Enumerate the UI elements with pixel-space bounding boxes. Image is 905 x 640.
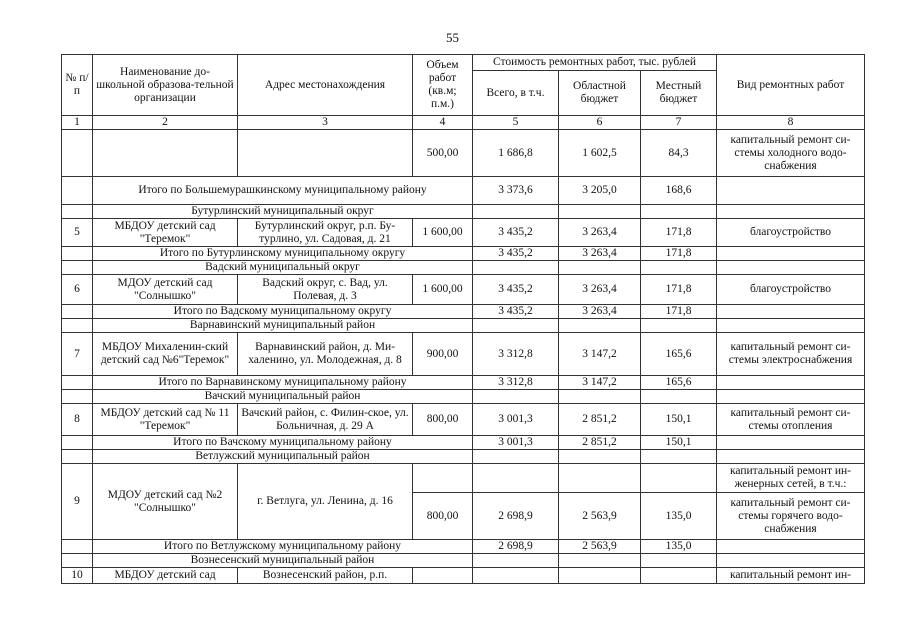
header-name: Наименование до-школьной образова-тельной организации	[93, 55, 238, 116]
district-label: Вачский муниципальный район	[93, 390, 473, 404]
cell-empty	[93, 130, 238, 177]
table-row	[62, 219, 865, 247]
cell-empty	[641, 450, 717, 464]
cell-num: 9	[62, 464, 93, 540]
header-cost-group: Стоимость ремонтных работ, тыс. рублей	[473, 55, 717, 71]
district-label: Варнавинский муниципальный район	[93, 319, 473, 333]
cell-regional: 2 851,2	[559, 404, 641, 436]
cell-regional: 1 602,5	[559, 130, 641, 177]
cell-name: МДОУ детский сад "Солнышко"	[93, 275, 238, 305]
cell-empty	[62, 177, 93, 205]
district-row	[62, 554, 865, 568]
cell-total: 3 001,3	[473, 404, 559, 436]
cell-empty	[641, 319, 717, 333]
cell-total: 3 312,8	[473, 376, 559, 390]
cell-num: 10	[62, 568, 93, 584]
cell-empty	[473, 390, 559, 404]
cell-address: Вознесенский район, р.п.	[238, 568, 413, 584]
subtotal-row	[62, 376, 865, 390]
cell-local: 84,3	[641, 130, 717, 177]
cell-empty	[559, 261, 641, 275]
cell-empty	[62, 205, 93, 219]
cell-total: 3 001,3	[473, 436, 559, 450]
cell-empty	[559, 450, 641, 464]
cell-regional: 2 563,9	[559, 493, 641, 540]
cell-empty	[717, 436, 865, 450]
cell-empty	[62, 319, 93, 333]
cell-address: Варнавинский район, д. Ми-халенино, ул. Молодежная, д. 8	[238, 333, 413, 376]
cell-total: 1 686,8	[473, 130, 559, 177]
cell-empty	[473, 554, 559, 568]
cell-address: Бутурлинский округ, р.п. Бу-турлино, ул. Садовая, д. 21	[238, 219, 413, 247]
col-number: 4	[413, 116, 473, 130]
cell-empty	[62, 376, 93, 390]
cell-regional: 3 205,0	[559, 177, 641, 205]
subtotal-label: Итого по Большемурашкинскому муниципальному району	[93, 177, 473, 205]
table-row	[62, 275, 865, 305]
cell-work-type: капитальный ремонт си-стемы отопления	[717, 404, 865, 436]
cell-empty	[413, 464, 473, 493]
cell-num: 7	[62, 333, 93, 376]
cell-empty	[717, 177, 865, 205]
cell-name: МБДОУ детский сад	[93, 568, 238, 584]
column-numbers-row	[62, 116, 865, 130]
subtotal-label: Итого по Варнавинскому муниципальному району	[93, 376, 473, 390]
cell-volume: 1 600,00	[413, 219, 473, 247]
cell-regional: 2 851,2	[559, 436, 641, 450]
subtotal-row	[62, 177, 865, 205]
cell-total: 3 435,2	[473, 219, 559, 247]
col-number: 2	[93, 116, 238, 130]
cell-address: Вачский район, с. Филин-ское, ул. Больничная, д. 29 А	[238, 404, 413, 436]
cell-empty	[559, 205, 641, 219]
cell-empty	[413, 568, 473, 584]
col-number: 3	[238, 116, 413, 130]
header-regional: Областной бюджет	[559, 71, 641, 116]
header-local: Местный бюджет	[641, 71, 717, 116]
subtotal-label: Итого по Вачскому муниципальному району	[93, 436, 473, 450]
cell-num: 8	[62, 404, 93, 436]
district-label: Бутурлинский муниципальный округ	[93, 205, 473, 219]
table-row	[62, 404, 865, 436]
cell-total: 3 435,2	[473, 247, 559, 261]
district-row	[62, 205, 865, 219]
cell-empty	[559, 554, 641, 568]
cell-regional: 2 563,9	[559, 540, 641, 554]
cell-local: 171,8	[641, 219, 717, 247]
district-row	[62, 261, 865, 275]
cell-work-type: капитальный ремонт ин-женерных сетей, в т.ч.:	[717, 464, 865, 493]
cell-empty	[717, 305, 865, 319]
cell-regional: 3 263,4	[559, 219, 641, 247]
cell-work-type: благоустройство	[717, 219, 865, 247]
cell-regional: 3 147,2	[559, 376, 641, 390]
cell-empty	[238, 130, 413, 177]
cell-empty	[717, 540, 865, 554]
repair-works-table	[61, 54, 865, 584]
cell-empty	[717, 261, 865, 275]
cell-total: 3 435,2	[473, 305, 559, 319]
cell-empty	[473, 261, 559, 275]
table-row	[62, 568, 865, 584]
cell-empty	[641, 205, 717, 219]
cell-address: г. Ветлуга, ул. Ленина, д. 16	[238, 464, 413, 540]
cell-local: 171,8	[641, 275, 717, 305]
cell-empty	[717, 390, 865, 404]
cell-empty	[62, 540, 93, 554]
cell-name: МБДОУ Михаленин-ский детский сад №6"Теремок"	[93, 333, 238, 376]
cell-total: 2 698,9	[473, 493, 559, 540]
subtotal-row	[62, 436, 865, 450]
cell-volume: 800,00	[413, 404, 473, 436]
table-row-continuation	[62, 130, 865, 177]
cell-name: МБДОУ детский сад № 11 "Теремок"	[93, 404, 238, 436]
cell-empty	[641, 554, 717, 568]
district-row	[62, 450, 865, 464]
col-number: 1	[62, 116, 93, 130]
subtotal-label: Итого по Бутурлинскому муниципальному округу	[93, 247, 473, 261]
cell-empty	[641, 390, 717, 404]
header-num: № п/п	[62, 55, 93, 116]
cell-empty	[717, 376, 865, 390]
cell-empty	[62, 261, 93, 275]
cell-empty	[641, 261, 717, 275]
header-row-1	[62, 55, 865, 71]
cell-empty	[62, 554, 93, 568]
header-volume: Объем работ (кв.м; п.м.)	[413, 55, 473, 116]
cell-empty	[62, 450, 93, 464]
page-number: 55	[446, 30, 459, 45]
cell-local: 150,1	[641, 404, 717, 436]
district-label: Ветлужский муниципальный район	[93, 450, 473, 464]
table-row	[62, 333, 865, 376]
cell-num: 6	[62, 275, 93, 305]
cell-name: МДОУ детский сад №2 "Солнышко"	[93, 464, 238, 540]
cell-regional: 3 263,4	[559, 305, 641, 319]
col-number: 6	[559, 116, 641, 130]
col-number: 7	[641, 116, 717, 130]
subtotal-label: Итого по Вадскому муниципальному округу	[93, 305, 473, 319]
header-address: Адрес местонахождения	[238, 55, 413, 116]
cell-volume: 1 600,00	[413, 275, 473, 305]
district-row	[62, 319, 865, 333]
cell-regional: 3 263,4	[559, 275, 641, 305]
cell-empty	[559, 568, 641, 584]
cell-total: 3 373,6	[473, 177, 559, 205]
subtotal-row	[62, 305, 865, 319]
cell-local: 150,1	[641, 436, 717, 450]
cell-name: МБДОУ детский сад "Теремок"	[93, 219, 238, 247]
cell-total: 2 698,9	[473, 540, 559, 554]
cell-local: 168,6	[641, 177, 717, 205]
cell-local: 165,6	[641, 333, 717, 376]
col-number: 8	[717, 116, 865, 130]
cell-empty	[473, 319, 559, 333]
cell-empty	[717, 450, 865, 464]
cell-address: Вадский округ, с. Вад, ул. Полевая, д. 3	[238, 275, 413, 305]
cell-regional: 3 147,2	[559, 333, 641, 376]
header-total: Всего, в т.ч.	[473, 71, 559, 116]
cell-work-type: капитальный ремонт си-стемы горячего водо-снабжения	[717, 493, 865, 540]
cell-empty	[717, 205, 865, 219]
subtotal-row	[62, 540, 865, 554]
cell-work-type: благоустройство	[717, 275, 865, 305]
cell-empty	[62, 305, 93, 319]
cell-empty	[473, 450, 559, 464]
district-label: Вадский муниципальный округ	[93, 261, 473, 275]
cell-empty	[62, 390, 93, 404]
cell-local: 171,8	[641, 247, 717, 261]
cell-local: 135,0	[641, 540, 717, 554]
cell-empty	[559, 319, 641, 333]
col-number: 5	[473, 116, 559, 130]
cell-total: 3 435,2	[473, 275, 559, 305]
cell-regional: 3 263,4	[559, 247, 641, 261]
cell-volume: 900,00	[413, 333, 473, 376]
cell-work-type: капитальный ремонт ин-	[717, 568, 865, 584]
cell-work-type: капитальный ремонт си-стемы холодного водо-снабжения	[717, 130, 865, 177]
table-row	[62, 464, 865, 493]
cell-empty	[717, 319, 865, 333]
cell-empty	[641, 464, 717, 493]
subtotal-label: Итого по Ветлужскому муниципальному району	[93, 540, 473, 554]
cell-work-type: капитальный ремонт си-стемы электроснабжения	[717, 333, 865, 376]
cell-empty	[559, 464, 641, 493]
cell-volume: 800,00	[413, 493, 473, 540]
cell-volume: 500,00	[413, 130, 473, 177]
cell-empty	[559, 390, 641, 404]
header-work-type: Вид ремонтных работ	[717, 55, 865, 116]
cell-empty	[62, 247, 93, 261]
subtotal-row	[62, 247, 865, 261]
cell-total: 3 312,8	[473, 333, 559, 376]
cell-empty	[62, 130, 93, 177]
cell-empty	[641, 568, 717, 584]
cell-local: 135,0	[641, 493, 717, 540]
cell-local: 171,8	[641, 305, 717, 319]
district-label: Вознесенский муниципальный район	[93, 554, 473, 568]
cell-empty	[473, 464, 559, 493]
district-row	[62, 390, 865, 404]
cell-local: 165,6	[641, 376, 717, 390]
cell-empty	[717, 554, 865, 568]
cell-empty	[473, 568, 559, 584]
cell-empty	[717, 247, 865, 261]
cell-empty	[62, 436, 93, 450]
cell-empty	[473, 205, 559, 219]
cell-num: 5	[62, 219, 93, 247]
